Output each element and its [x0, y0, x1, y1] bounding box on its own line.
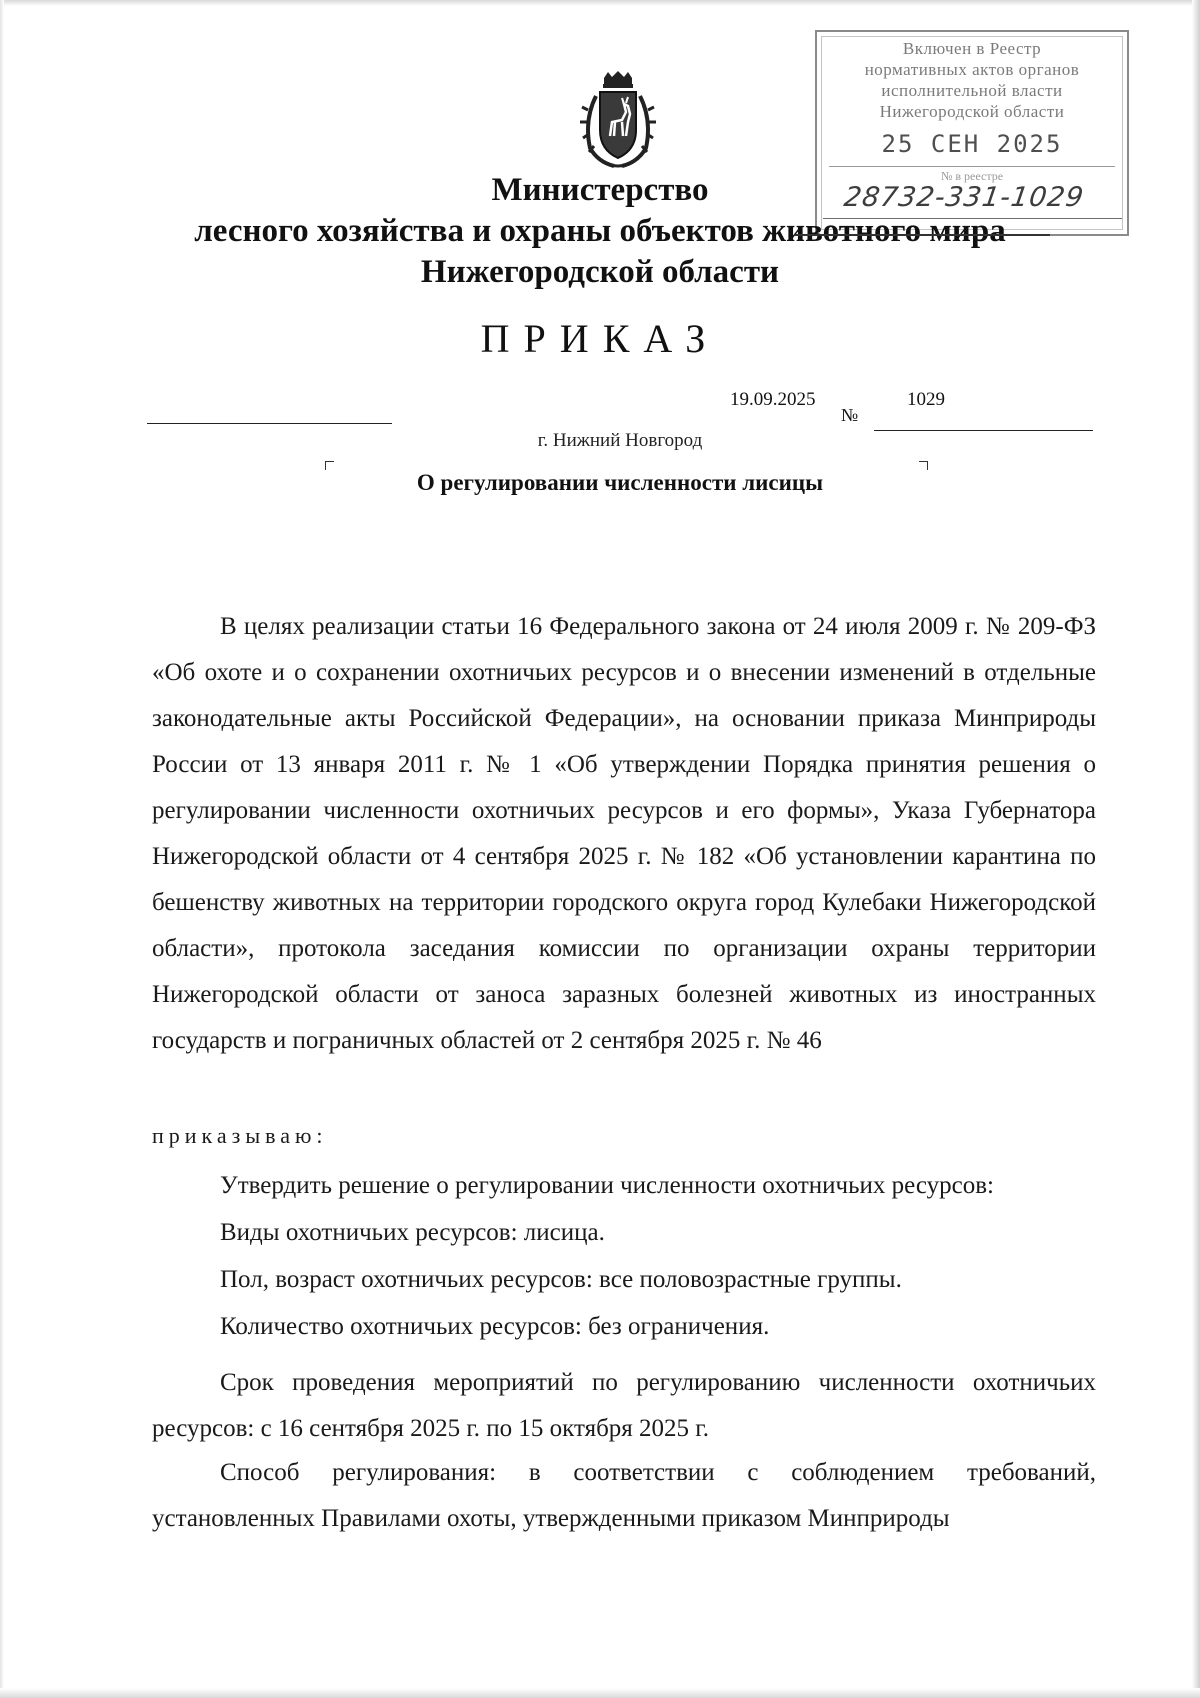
- order-item: Виды охотничьих ресурсов: лисица.: [220, 1219, 605, 1246]
- coat-of-arms-icon: [578, 70, 658, 170]
- document-number: 1029: [907, 389, 945, 410]
- subject-corner-mark: [325, 461, 334, 470]
- order-keyword: приказываю:: [152, 1123, 328, 1148]
- stamp-registry-number: 28732-331-1029: [842, 182, 1086, 213]
- method-text: Способ регулирования: в соответствии с соблюдением требований, установленных Правилами охоты, утвержденными приказом Минприроды: [152, 1459, 1096, 1532]
- document-type: ПРИКАЗ: [480, 316, 720, 361]
- stamp-registry-label: № в реестре: [940, 169, 1004, 183]
- document-subject: О регулировании численности лисицы: [416, 470, 824, 495]
- stamp-line: Включен в Реестр: [902, 39, 1042, 58]
- document-date: 19.09.2025: [730, 389, 816, 410]
- order-item: Утвердить решение о регулировании численности охотничьих ресурсов:: [220, 1172, 994, 1199]
- stamp-line: нормативных актов органов: [864, 60, 1080, 79]
- stamp-date: 25 СЕН 2025: [881, 130, 1063, 158]
- scan-edge: [0, 0, 1200, 6]
- ministry-region: Нижегородской области: [420, 254, 780, 290]
- stamp-divider: [829, 166, 1115, 167]
- stamp-line: Нижегородской области: [879, 102, 1065, 121]
- stamp-overlap-line: [795, 234, 1050, 236]
- preamble-text: В целях реализации статьи 16 Федерального закона от 24 июля 2009 г. № 209-ФЗ «Об охоте и о сохранении охотничьих ресурсов и о внесении изменений в отдельные законодательные акты Российской Федерации», на основании приказа Минприроды России от 13 января 2011 г. № 1 «Об утверждении Порядка принятия решения о регулировании численности охотничьих ресурсов и его формы», Указа Губернатора Нижегородской области от 4 сентября 2025 г. № 182 «Об установлении карантина по бешенству животных на территории городского округа город Кулебаки Нижегородской области», протокола заседания комиссии по организации охраны территории Нижегородской области от заноса заразных болезней животных из иностранных государств и пограничных областей от 2 сентября 2025 г. № 46: [152, 613, 1096, 1054]
- scan-edge: [0, 1688, 1200, 1698]
- order-item: Количество охотничьих ресурсов: без ограничения.: [220, 1313, 770, 1340]
- period-paragraph: [152, 1360, 1096, 1452]
- order-item: Пол, возраст охотничьих ресурсов: все половозрастные группы.: [220, 1266, 902, 1293]
- method-paragraph: [152, 1450, 1096, 1542]
- date-underline: [147, 423, 392, 424]
- period-text: Срок проведения мероприятий по регулированию численности охотничьих ресурсов: с 16 сентября 2025 г. по 15 октября 2025 г.: [152, 1369, 1096, 1442]
- stamp-line: исполнительной власти: [881, 81, 1063, 100]
- preamble-paragraph: [152, 604, 1096, 1064]
- subject-corner-mark: [919, 461, 928, 470]
- number-sign: №: [841, 405, 859, 425]
- city: г. Нижний Новгород: [537, 430, 703, 451]
- ministry-title: Министерство: [491, 172, 709, 208]
- ministry-title: лесного хозяйства и охраны объектов животного мира: [194, 213, 1006, 249]
